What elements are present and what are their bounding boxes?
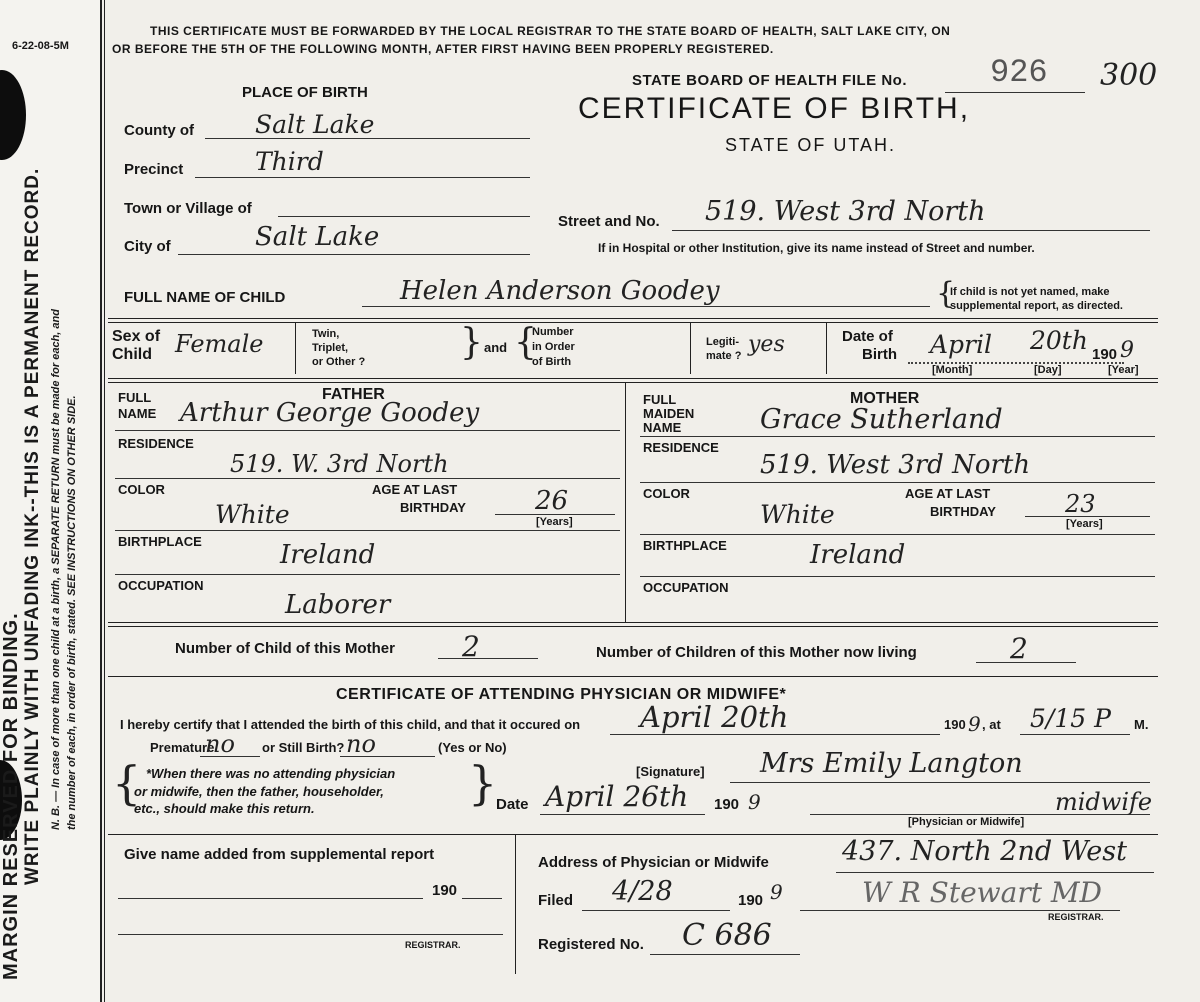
- mother-color-value: White: [760, 500, 835, 529]
- divider-legit: [690, 322, 691, 374]
- father-full-label-1: FULL: [118, 390, 152, 405]
- father-age-label-2: BIRTHDAY: [400, 500, 466, 515]
- rule-parents-top-2: [108, 382, 1158, 383]
- certify-year-prefix: 190: [944, 717, 966, 732]
- dob-day: 20th: [1030, 326, 1088, 355]
- registered-label: Registered No.: [538, 936, 644, 953]
- and-label: and: [484, 340, 508, 355]
- mother-residence-label: RESIDENCE: [643, 440, 719, 455]
- divider-sex: [295, 322, 296, 374]
- order-brace: {: [514, 322, 537, 363]
- living-label: Number of Children of this Mother now living: [596, 644, 917, 661]
- father-heading: FATHER: [322, 386, 385, 403]
- city-label: City of: [124, 238, 171, 255]
- filed-year-digit: 9: [770, 880, 783, 904]
- ink-instruction: WRITE PLAINLY WITH UNFADING INK--THIS IS A PERMANENT RECORD.: [22, 167, 43, 885]
- certify-text: I hereby certify that I attended the birth of this child, and that it occured on: [120, 717, 581, 732]
- father-birthplace-value: Ireland: [280, 540, 376, 570]
- mother-age-line: [1025, 516, 1150, 517]
- name-note-brace: {: [936, 276, 956, 311]
- mother-color-label: COLOR: [643, 486, 690, 501]
- child-name-value: Helen Anderson Goodey: [400, 276, 720, 306]
- mother-birthplace-value: Ireland: [810, 540, 906, 570]
- rule-child-top: [108, 318, 1158, 319]
- file-number: 926: [990, 54, 1048, 91]
- order-label-line2: in Order: [532, 341, 575, 353]
- stillbirth-value: no: [346, 730, 376, 758]
- father-birthplace-label: BIRTHPLACE: [118, 534, 202, 549]
- notice-line1: THIS CERTIFICATE MUST BE FORWARDED BY THE LOCAL REGISTRAR TO THE STATE BOARD OF HEALTH, SALT LAKE CITY, ON: [150, 24, 951, 38]
- living-value: 2: [1010, 632, 1028, 665]
- premature-value: no: [205, 730, 235, 758]
- mother-years-caption: [Years]: [1066, 518, 1103, 530]
- nb-note-line2: the number of each, in order of birth, stated. SEE INSTRUCTIONS ON OTHER SIDE.: [66, 395, 78, 830]
- certify-date-value: April 20th: [640, 700, 789, 734]
- sex-value: Female: [175, 330, 264, 358]
- street-value: 519. West 3rd North: [705, 196, 986, 227]
- rule-child-top-2: [108, 322, 1158, 323]
- note-line1: *When there was no attending physician: [146, 766, 396, 781]
- order-label-line3: of Birth: [532, 356, 572, 368]
- supplemental-year-line: [462, 898, 502, 899]
- certify-date-line: [610, 734, 940, 735]
- registered-line: [650, 954, 800, 955]
- registrar-line: [800, 910, 1120, 911]
- legit-label-line1: Legiti-: [706, 336, 739, 348]
- child-number-value: 2: [462, 630, 480, 663]
- child-number-label: Number of Child of this Mother: [175, 640, 395, 657]
- registered-value: C 686: [682, 918, 772, 953]
- mother-age-label-2: BIRTHDAY: [930, 504, 996, 519]
- sex-label-line2: Child: [112, 346, 152, 363]
- twin-label-line1: Twin,: [312, 328, 340, 340]
- address-line: [836, 872, 1154, 873]
- father-age-label-1: AGE AT LAST: [372, 482, 458, 497]
- father-residence-value: 519. W. 3rd North: [230, 450, 449, 478]
- father-years-caption: [Years]: [536, 516, 573, 528]
- mother-full-label-2: MAIDEN: [643, 406, 695, 421]
- date-year-digit: 9: [748, 790, 761, 814]
- day-caption: [Day]: [1034, 364, 1062, 376]
- place-of-birth-heading: PLACE OF BIRTH: [242, 84, 368, 101]
- city-line: [178, 254, 530, 255]
- stillbirth-label: or Still Birth?: [262, 740, 345, 755]
- father-name-line: [115, 430, 620, 431]
- address-label: Address of Physician or Midwife: [538, 854, 769, 871]
- precinct-label: Precinct: [124, 161, 184, 178]
- father-residence-label: RESIDENCE: [118, 436, 194, 451]
- dob-label-line2: Birth: [862, 346, 897, 363]
- registrar-caption-right: REGISTRAR.: [1048, 912, 1104, 922]
- date-label: Date: [496, 796, 529, 813]
- father-color-value: White: [215, 500, 290, 529]
- certificate-subtitle: STATE OF UTAH.: [725, 135, 896, 155]
- title-value: midwife: [1055, 788, 1153, 816]
- file-number-extra: 300: [1100, 58, 1158, 93]
- filed-label: Filed: [538, 892, 574, 909]
- dob-year-digit: 9: [1120, 338, 1134, 363]
- date-year-prefix: 190: [714, 796, 740, 813]
- nb-note-line1: N. B. — In case of more than one child at a birth, a SEPARATE RETURN must be made for each, and: [50, 309, 62, 830]
- certificate-title: CERTIFICATE OF BIRTH,: [578, 92, 971, 125]
- order-label-line1: Number: [532, 326, 574, 338]
- supplemental-registrar-caption: REGISTRAR.: [405, 940, 461, 950]
- supplemental-year: 190: [432, 882, 458, 899]
- registration-divider: [515, 834, 516, 974]
- mother-residence-value: 519. West 3rd North: [760, 450, 1031, 480]
- date-value: April 26th: [545, 780, 689, 813]
- mother-full-label-1: FULL: [643, 392, 677, 407]
- binding-margin: [0, 0, 100, 1002]
- father-color-line: [115, 530, 620, 531]
- note-brace-left: {: [112, 756, 142, 810]
- binding-hole: [0, 70, 26, 160]
- town-label: Town or Village of: [124, 200, 252, 217]
- father-residence-line: [115, 478, 620, 479]
- mother-age-value: 23: [1065, 490, 1096, 518]
- signature-value: Mrs Emily Langton: [760, 748, 1023, 779]
- certify-time-value: 5/15 P: [1030, 704, 1111, 733]
- filed-line: [582, 910, 730, 911]
- legit-value: yes: [748, 332, 785, 357]
- mother-color-line: [640, 534, 1155, 535]
- divider-dob: [826, 322, 827, 374]
- signature-label: [Signature]: [636, 764, 705, 779]
- name-note-line1: If child is not yet named, make: [950, 286, 1110, 298]
- rule-counts-top-2: [108, 626, 1158, 627]
- street-note: If in Hospital or other Institution, give its name instead of Street and number.: [598, 241, 1035, 255]
- rule-counts-top: [108, 622, 1158, 623]
- twin-brace: }: [460, 322, 483, 363]
- month-caption: [Month]: [932, 364, 973, 376]
- street-label: Street and No.: [558, 213, 660, 230]
- father-occupation-value: Laborer: [285, 590, 391, 620]
- note-line2: or midwife, then the father, householder,: [134, 784, 384, 799]
- mother-age-label-1: AGE AT LAST: [905, 486, 991, 501]
- binding-text: MARGIN RESERVED FOR BINDING.: [0, 612, 22, 980]
- father-birthplace-line: [115, 574, 620, 575]
- legit-label-line2: mate ?: [706, 350, 742, 362]
- mother-birthplace-label: BIRTHPLACE: [643, 538, 727, 553]
- certify-year-digit: 9: [968, 712, 981, 736]
- premature-label: Premature: [150, 740, 215, 755]
- street-line: [672, 230, 1150, 231]
- town-line: [278, 216, 530, 217]
- city-value: Salt Lake: [255, 222, 380, 252]
- father-age-line: [495, 514, 615, 515]
- yes-or-no: (Yes or No): [438, 740, 507, 755]
- margin-rule-2: [104, 0, 105, 1002]
- mother-name-value: Grace Sutherland: [760, 404, 1003, 435]
- father-name-value: Arthur George Goodey: [180, 398, 480, 428]
- filed-year-prefix: 190: [738, 892, 764, 909]
- title-caption: [Physician or Midwife]: [908, 816, 1025, 828]
- dob-month: April: [930, 330, 992, 359]
- child-name-label: FULL NAME OF CHILD: [124, 289, 286, 306]
- name-note-line2: supplemental report, as directed.: [950, 300, 1123, 312]
- date-line: [540, 814, 705, 815]
- form-code: 6-22-08-5M: [12, 40, 69, 52]
- margin-rule: [100, 0, 102, 1002]
- supplemental-registrar-line: [118, 934, 503, 935]
- twin-label-line3: or Other ?: [312, 356, 366, 368]
- mother-residence-line: [640, 482, 1155, 483]
- rule-registration-top: [108, 834, 1158, 835]
- address-value: 437. North 2nd West: [842, 836, 1127, 867]
- file-number-label: STATE BOARD OF HEALTH FILE No.: [632, 72, 907, 89]
- county-value: Salt Lake: [255, 110, 375, 139]
- sex-label-line1: Sex of: [112, 328, 161, 345]
- registrar-signature: W R Stewart MD: [862, 876, 1102, 909]
- child-name-line: [362, 306, 930, 307]
- mother-name-line: [640, 436, 1155, 437]
- physician-heading: CERTIFICATE OF ATTENDING PHYSICIAN OR MIDWIFE*: [336, 686, 787, 703]
- rule-physician-top: [108, 676, 1158, 677]
- parents-divider: [625, 382, 626, 622]
- mother-occupation-label: OCCUPATION: [643, 580, 729, 595]
- rule-parents-top: [108, 378, 1158, 379]
- father-occupation-label: OCCUPATION: [118, 578, 204, 593]
- mother-heading: MOTHER: [850, 390, 920, 407]
- father-color-label: COLOR: [118, 482, 165, 497]
- mother-full-label-3: NAME: [643, 420, 682, 435]
- notice-line2: OR BEFORE THE 5TH OF THE FOLLOWING MONTH, AFTER FIRST HAVING BEEN PROPERLY REGISTERED.: [112, 42, 774, 56]
- dob-label-line1: Date of: [842, 328, 893, 345]
- child-number-line: [438, 658, 538, 659]
- note-line3: etc., should make this return.: [134, 801, 315, 816]
- precinct-value: Third: [255, 147, 324, 176]
- filed-value: 4/28: [612, 876, 673, 907]
- supplemental-label: Give name added from supplemental report: [124, 846, 435, 863]
- twin-label-line2: Triplet,: [312, 342, 349, 354]
- supplemental-line: [118, 898, 423, 899]
- certify-time-line: [1020, 734, 1130, 735]
- year-caption: [Year]: [1108, 364, 1139, 376]
- father-full-label-2: NAME: [118, 406, 157, 421]
- precinct-line: [195, 177, 530, 178]
- dob-year-prefix: 190: [1092, 346, 1118, 363]
- note-brace-right: }: [468, 756, 498, 810]
- certify-at-label: , at: [982, 717, 1001, 732]
- signature-line: [730, 782, 1150, 783]
- mother-birthplace-line: [640, 576, 1155, 577]
- county-label: County of: [124, 122, 194, 139]
- certify-m-label: M.: [1134, 717, 1149, 732]
- father-age-value: 26: [535, 486, 569, 516]
